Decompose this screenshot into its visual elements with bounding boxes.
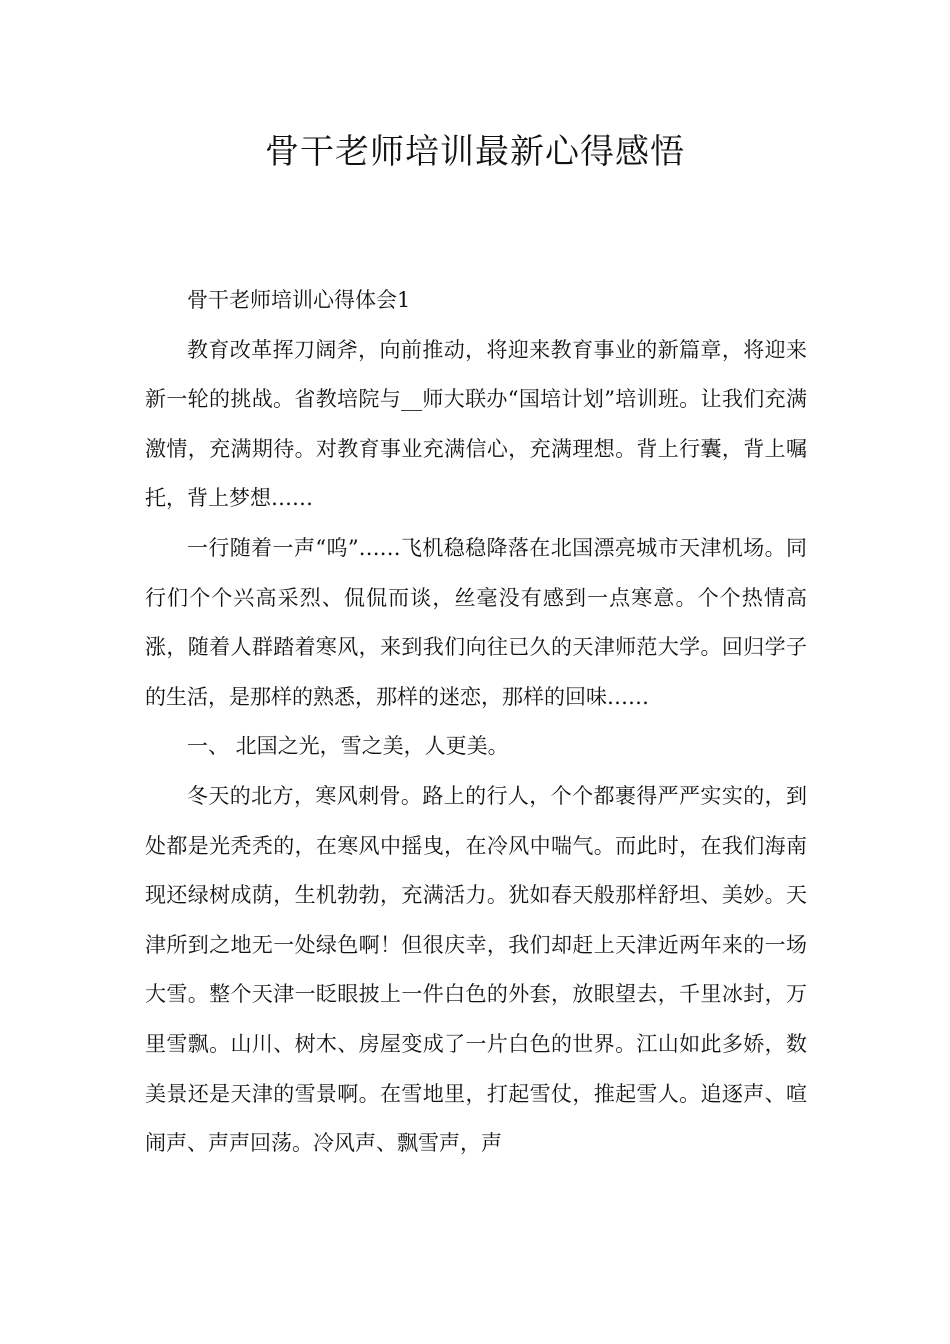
document-title: 骨干老师培训最新心得感悟 (265, 132, 685, 172)
document-body (145, 276, 807, 1169)
section-heading-1: 骨干老师培训心得体会1 (187, 288, 411, 312)
paragraph-intro: 教育改革挥刀阔斧，向前推动，将迎来教育事业的新篇章，将迎来新一轮的挑战。省教培院与__师大联办“国培计划”培训班。让我们充满激情，充满期待。对教育事业充满信心，充满理想。背上行囊，背上嘱托，背上梦想…… (145, 337, 807, 511)
paragraph-winter: 冬天的北方，寒风刺骨。路上的行人，个个都裹得严严实实的，到处都是光秃秃的，在寒风中摇曳，在冷风中喘气。而此时，在我们海南现还绿树成荫，生机勃勃，充满活力。犹如春天般那样舒坦、美妙。天津所到之地无一处绿色啊！但很庆幸，我们却赶上天津近两年来的一场大雪。整个天津一眨眼披上一件白色的外套，放眼望去，千里冰封，万里雪飘。山川、树木、房屋变成了一片白色的世界。江山如此多娇，数美景还是天津的雪景啊。在雪地里，打起雪仗，推起雪人。追逐声、喧闹声、声声回荡。冷风声、飘雪声，声 (145, 783, 807, 1156)
subheading-northern-light: 一、 北国之光，雪之美，人更美。 (187, 734, 509, 759)
paragraph-arrival: 一行随着一声“呜”……飞机稳稳降落在北国漂亮城市天津机场。同行们个个兴高采烈、侃侃而谈，丝毫没有感到一点寒意。个个热情高涨，随着人群踏着寒风，来到我们向往已久的天津师范大学。回归学子的生活，是那样的熟悉，那样的迷恋，那样的回味…… (145, 535, 807, 709)
